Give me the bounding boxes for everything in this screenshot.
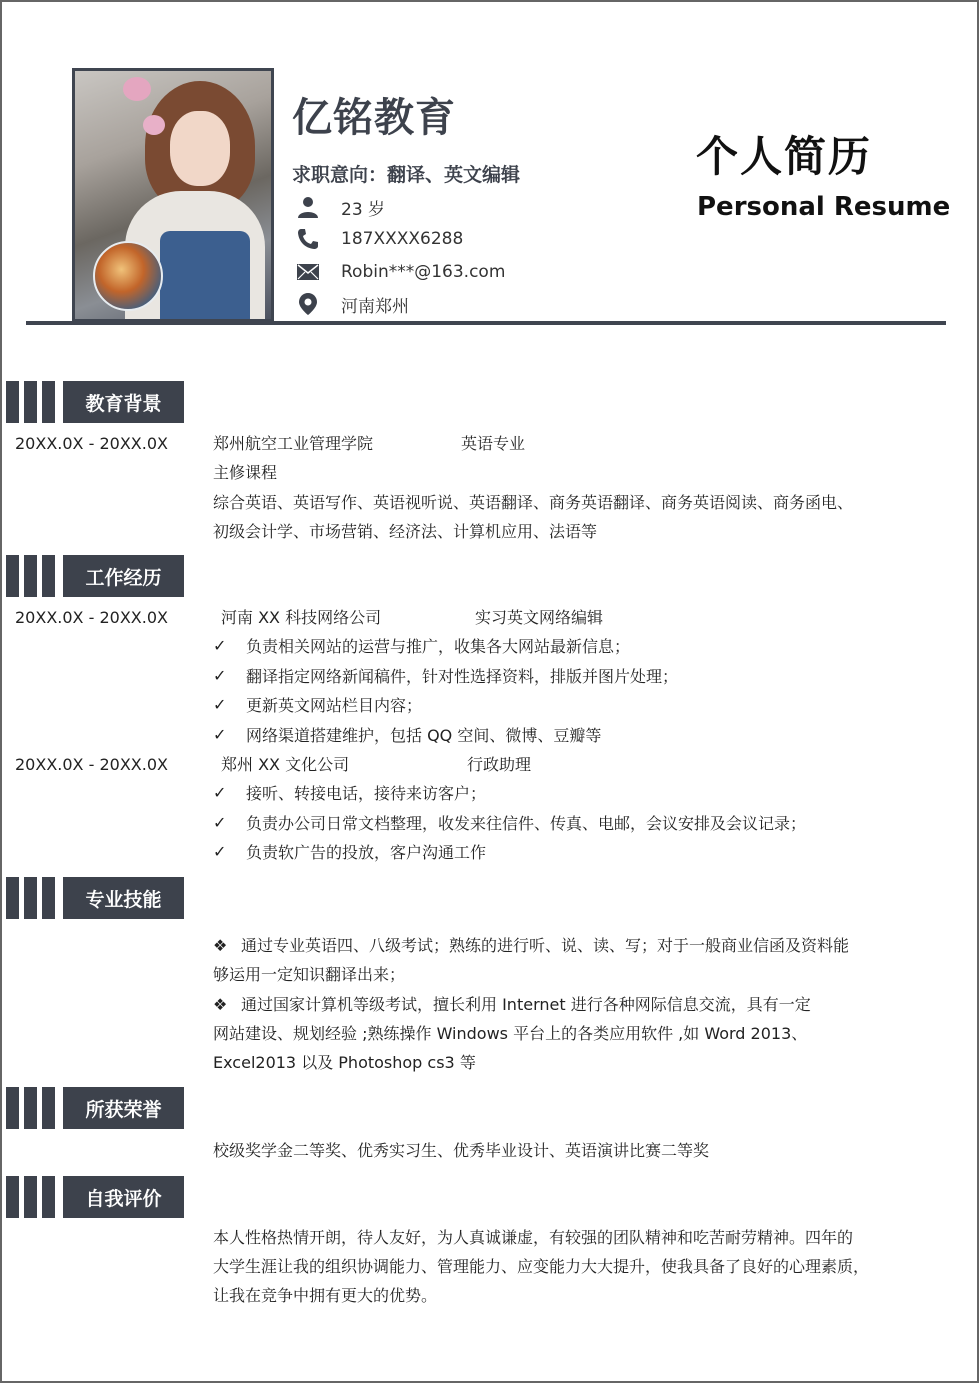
- job-intent: 求职意向：翻译、英文编辑: [292, 164, 521, 186]
- job-company: 河南 XX 科技网络公司: [221, 608, 382, 627]
- section-title: 工作经历: [63, 555, 184, 597]
- section-header-work: [6, 555, 184, 597]
- location-text: 河南郑州: [341, 296, 409, 317]
- job-date: 20XX.0X - 20XX.0X: [15, 755, 168, 774]
- check-icon: ✓: [213, 636, 227, 655]
- mail-icon: [296, 260, 320, 284]
- section-title: 所获荣誉: [63, 1087, 184, 1129]
- resume-title-cn: 个人简历: [696, 132, 873, 181]
- section-title: 专业技能: [63, 877, 184, 919]
- person-icon: [296, 195, 320, 219]
- resume-title-en: Personal Resume: [697, 192, 951, 222]
- location-pin-icon: [296, 292, 320, 316]
- phone-text: 187XXXX6288: [341, 229, 464, 249]
- diamond-bullet-icon: ❖: [213, 995, 228, 1014]
- check-icon: ✓: [213, 725, 227, 744]
- courses-label: 主修课程: [213, 463, 278, 482]
- section-header-self-eval: [6, 1176, 184, 1218]
- check-icon: ✓: [213, 666, 227, 685]
- skills-paragraph-1: ❖ 通过专业英语四、八级考试；熟练的进行听、说、读、写；对于一般商业信函及资料能 够运用一定知识翻译出来；: [213, 931, 913, 989]
- phone-row: [296, 226, 463, 252]
- section-header-education: [6, 381, 184, 423]
- email-row: [296, 259, 505, 285]
- section-header-skills: [6, 877, 184, 919]
- check-icon: ✓: [213, 783, 227, 802]
- job-duty: 接听、转接电话，接待来访客户；: [246, 784, 487, 803]
- education-date: 20XX.0X - 20XX.0X: [15, 434, 168, 453]
- section-title: 教育背景: [63, 381, 184, 423]
- skills-paragraph-2: ❖ 通过国家计算机等级考试，擅长利用 Internet 进行各种网际信息交流，具有一定 网站建设、规划经验 ;熟练操作 Windows 平台上的各类应用软件 ,如 Word 2013、 Excel2013 以及 Photoshop cs3 等: [213, 990, 913, 1077]
- age-text: 23 岁: [341, 199, 386, 220]
- job-company: 郑州 XX 文化公司: [221, 755, 350, 774]
- header-divider: [26, 321, 946, 325]
- job-duty: 负责相关网站的运营与推广，收集各大网站最新信息；: [246, 637, 631, 656]
- honors-text: 校级奖学金二等奖、优秀实习生、优秀毕业设计、英语演讲比赛二等奖: [213, 1141, 710, 1160]
- section-title: 自我评价: [63, 1176, 184, 1218]
- self-eval-paragraph: 本人性格热情开朗，待人友好，为人真诚谦虚，有较强的团队精神和吃苦耐劳精神。四年的 大学生涯让我的组织协调能力、管理能力、应变能力大大提升，使我具备了良好的心理素质， 让我在竞争中拥有更大的优势。: [213, 1228, 870, 1305]
- job-date: 20XX.0X - 20XX.0X: [15, 608, 168, 627]
- job-duty: 更新英文网站栏目内容；: [246, 696, 423, 715]
- location-row: [296, 291, 409, 317]
- job-duty: 网络渠道搭建维护，包括 QQ 空间、微博、豆瓣等: [246, 726, 602, 745]
- job-duty: 翻译指定网络新闻稿件，针对性选择资料，排版并图片处理；: [246, 667, 679, 686]
- candidate-name: 亿铭教育: [292, 95, 456, 141]
- courses-line: 初级会计学、市场营销、经济法、计算机应用、法语等: [213, 522, 598, 541]
- education-school: 郑州航空工业管理学院: [213, 434, 374, 453]
- section-header-honors: [6, 1087, 184, 1129]
- education-major: 英语专业: [461, 434, 526, 453]
- job-position: 实习英文网络编辑: [475, 608, 604, 627]
- check-icon: ✓: [213, 842, 227, 861]
- job-duty: 负责软广告的投放，客户沟通工作: [246, 843, 487, 862]
- age-row: [296, 194, 385, 220]
- job-position: 行政助理: [467, 755, 532, 774]
- check-icon: ✓: [213, 695, 227, 714]
- profile-photo: [72, 68, 274, 322]
- diamond-bullet-icon: ❖: [213, 936, 228, 955]
- phone-icon: [296, 227, 320, 251]
- email-text: Robin***@163.com: [341, 262, 506, 282]
- job-duty: 负责办公司日常文档整理，收发来往信件、传真、电邮，会议安排及会议记录；: [246, 814, 807, 833]
- check-icon: ✓: [213, 813, 227, 832]
- courses-line: 综合英语、英语写作、英语视听说、英语翻译、商务英语翻译、商务英语阅读、商务函电、: [213, 493, 854, 512]
